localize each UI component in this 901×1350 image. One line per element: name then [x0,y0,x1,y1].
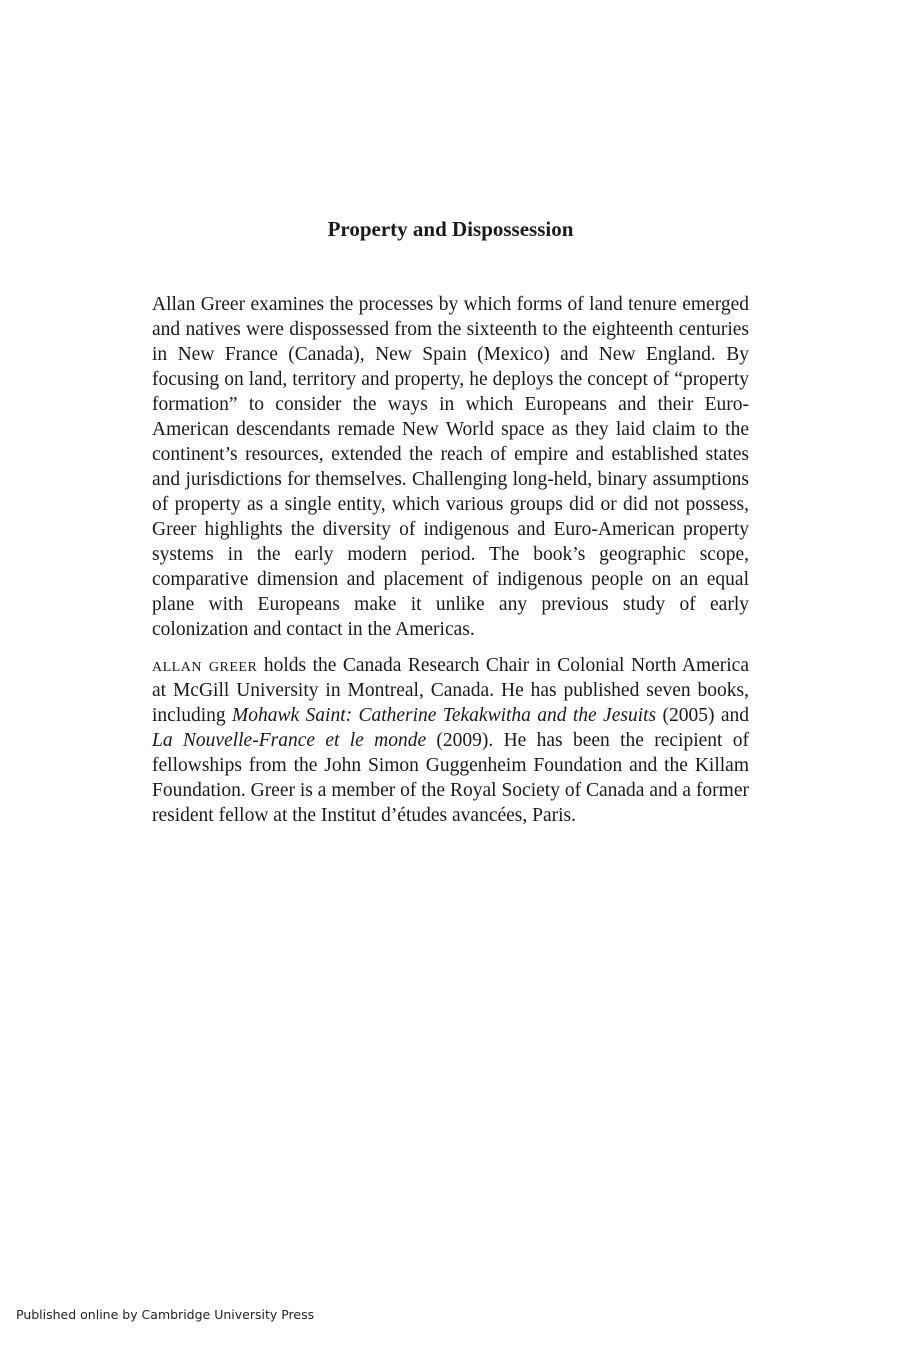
author-bio-paragraph [152,653,749,828]
author-bio-text: (2009). He has been the recipient of fellowships from the John Simon Guggenheim Foundation and the Killam Foundation. Greer is a member of the Royal Society of Canada and a former resident fellow at the Institut d’études avancées, Paris. [152,730,749,826]
book-reference: Mohawk Saint: Catherine Tekakwitha and the Jesuits [232,705,657,726]
book-reference: La Nouvelle-France et le monde [152,730,427,751]
publisher-footer: Published online by Cambridge University Press [16,1307,315,1322]
description-paragraph: Allan Greer examines the processes by which forms of land tenure emerged and natives were dispossessed from the sixteenth to the eighteenth centuries in New France (Canada), New Spain (Mexico) and New England. By focusing on land, territory and property, he deploys the concept of “property formation” to consider the ways in which Europeans and their Euro-American descendants remade New World space as they laid claim to the continent’s resources, extended the reach of empire and established states and jurisdictions for themselves. Challenging long-held, binary assumptions of property as a single entity, which various groups did or did not possess, Greer highlights the diversity of indigenous and Euro-American property systems in the early modern period. The book’s geographic scope, comparative dimension and placement of indigenous people on an equal plane with Europeans make it unlike any previous study of early colonization and contact in the Americas. [152,294,749,640]
author-bio-text: holds the Canada Research Chair in Colonial North America at McGill University in Montreal, Canada. He has published seven books, including [152,655,749,726]
book-blurb [152,292,749,828]
author-bio-text: (2005) and [656,705,749,726]
book-title: Property and Dispossession [327,217,574,241]
author-name: allan greer [152,655,258,676]
